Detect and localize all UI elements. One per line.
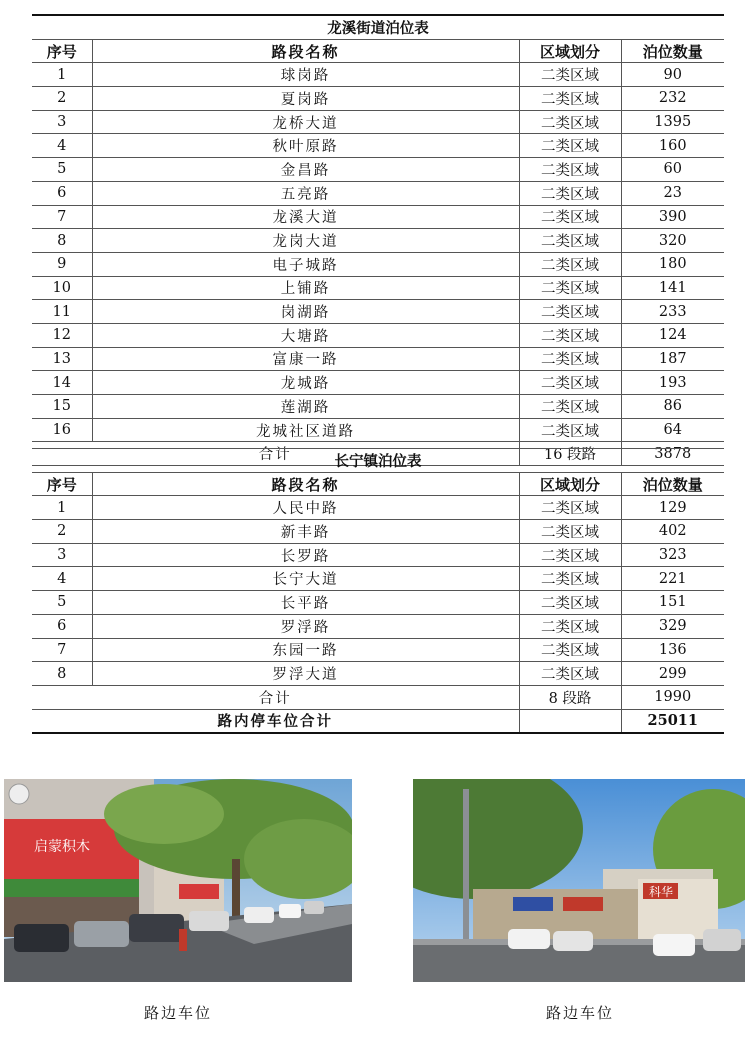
- row-zone: 二类区域: [519, 300, 621, 324]
- row-road-name: 长罗路: [92, 543, 519, 567]
- row-count: 86: [621, 395, 724, 419]
- table-row: [32, 371, 724, 395]
- header-zone: 区域划分: [519, 472, 621, 496]
- table-row: [32, 567, 724, 591]
- table-row: [32, 229, 724, 253]
- table-row: [32, 63, 724, 87]
- row-index: 4: [32, 567, 92, 591]
- shop-sign-text: 科华: [649, 885, 674, 899]
- row-index: 6: [32, 181, 92, 205]
- row-road-name: 上铺路: [92, 276, 519, 300]
- row-road-name: 新丰路: [92, 520, 519, 544]
- row-count: 141: [621, 276, 724, 300]
- grand-total-row: [32, 709, 724, 733]
- longxi-parking-table: [32, 14, 724, 466]
- street-photo-right: [413, 779, 745, 982]
- row-road-name: 富康一路: [92, 347, 519, 371]
- row-count: 64: [621, 418, 724, 442]
- row-count: 124: [621, 323, 724, 347]
- row-zone: 二类区域: [519, 134, 621, 158]
- row-count: 320: [621, 229, 724, 253]
- row-road-name: 龙城路: [92, 371, 519, 395]
- row-zone: 二类区域: [519, 252, 621, 276]
- row-zone: 二类区域: [519, 418, 621, 442]
- photo-caption-right: 路边车位: [545, 1004, 614, 1022]
- row-index: 8: [32, 229, 92, 253]
- row-road-name: 长平路: [92, 591, 519, 615]
- table-row: [32, 252, 724, 276]
- row-zone: 二类区域: [519, 158, 621, 182]
- row-count: 160: [621, 134, 724, 158]
- photo-caption-left: 路边车位: [143, 1004, 212, 1022]
- row-zone: 二类区域: [519, 662, 621, 686]
- table-header-row: [32, 39, 724, 63]
- table-title: 长宁镇泊位表: [32, 449, 724, 473]
- row-index: 12: [32, 323, 92, 347]
- header-index: 序号: [32, 472, 92, 496]
- row-count: 233: [621, 300, 724, 324]
- row-zone: 二类区域: [519, 323, 621, 347]
- row-count: 390: [621, 205, 724, 229]
- total-label: 合计: [32, 442, 519, 466]
- street-photo-left: [4, 779, 352, 982]
- row-zone: 二类区域: [519, 63, 621, 87]
- total-count: 1990: [621, 685, 724, 709]
- row-index: 7: [32, 205, 92, 229]
- row-index: 6: [32, 614, 92, 638]
- row-count: 1395: [621, 110, 724, 134]
- table-row: [32, 638, 724, 662]
- row-count: 60: [621, 158, 724, 182]
- row-zone: 二类区域: [519, 543, 621, 567]
- row-count: 329: [621, 614, 724, 638]
- row-count: 180: [621, 252, 724, 276]
- row-count: 129: [621, 496, 724, 520]
- row-index: 1: [32, 496, 92, 520]
- table-row: [32, 520, 724, 544]
- row-road-name: 大塘路: [92, 323, 519, 347]
- total-segments: 16 段路: [519, 442, 621, 466]
- table-row: [32, 87, 724, 111]
- row-road-name: 球岗路: [92, 63, 519, 87]
- table-row: [32, 395, 724, 419]
- row-count: 323: [621, 543, 724, 567]
- row-index: 9: [32, 252, 92, 276]
- table-row: [32, 181, 724, 205]
- header-road-name: 路段名称: [92, 472, 519, 496]
- header-zone: 区域划分: [519, 39, 621, 63]
- row-count: 151: [621, 591, 724, 615]
- row-zone: 二类区域: [519, 347, 621, 371]
- row-index: 16: [32, 418, 92, 442]
- row-road-name: 电子城路: [92, 252, 519, 276]
- changning-parking-table: [32, 448, 724, 734]
- row-index: 1: [32, 63, 92, 87]
- table-title: 龙溪街道泊位表: [32, 15, 724, 39]
- row-index: 5: [32, 591, 92, 615]
- row-index: 5: [32, 158, 92, 182]
- row-zone: 二类区域: [519, 229, 621, 253]
- row-road-name: 罗浮路: [92, 614, 519, 638]
- row-index: 14: [32, 371, 92, 395]
- row-index: 10: [32, 276, 92, 300]
- table-row: [32, 300, 724, 324]
- row-zone: 二类区域: [519, 87, 621, 111]
- row-zone: 二类区域: [519, 520, 621, 544]
- row-zone: 二类区域: [519, 276, 621, 300]
- row-count: 193: [621, 371, 724, 395]
- row-road-name: 龙岗大道: [92, 229, 519, 253]
- row-road-name: 五亮路: [92, 181, 519, 205]
- row-road-name: 龙溪大道: [92, 205, 519, 229]
- table-total-row: [32, 685, 724, 709]
- table-row: [32, 496, 724, 520]
- table-row: [32, 276, 724, 300]
- row-road-name: 秋叶原路: [92, 134, 519, 158]
- row-road-name: 岗湖路: [92, 300, 519, 324]
- total-count: 3878: [621, 442, 724, 466]
- row-road-name: 龙城社区道路: [92, 418, 519, 442]
- row-road-name: 龙桥大道: [92, 110, 519, 134]
- row-zone: 二类区域: [519, 110, 621, 134]
- row-count: 221: [621, 567, 724, 591]
- table-row: [32, 134, 724, 158]
- row-index: 13: [32, 347, 92, 371]
- row-index: 2: [32, 520, 92, 544]
- row-road-name: 金昌路: [92, 158, 519, 182]
- row-index: 7: [32, 638, 92, 662]
- row-count: 187: [621, 347, 724, 371]
- row-count: 402: [621, 520, 724, 544]
- row-road-name: 长宁大道: [92, 567, 519, 591]
- row-index: 8: [32, 662, 92, 686]
- row-count: 232: [621, 87, 724, 111]
- table-title-row: [32, 449, 724, 473]
- row-zone: 二类区域: [519, 181, 621, 205]
- row-zone: 二类区域: [519, 205, 621, 229]
- table-row: [32, 347, 724, 371]
- table-row: [32, 418, 724, 442]
- row-count: 136: [621, 638, 724, 662]
- header-road-name: 路段名称: [92, 39, 519, 63]
- grand-total-count: 25011: [621, 709, 724, 733]
- total-label: 合计: [32, 685, 519, 709]
- row-zone: 二类区域: [519, 638, 621, 662]
- row-road-name: 人民中路: [92, 496, 519, 520]
- row-count: 23: [621, 181, 724, 205]
- table-row: [32, 323, 724, 347]
- header-count: 泊位数量: [621, 472, 724, 496]
- table-row: [32, 158, 724, 182]
- shop-sign-text: 启蒙积木: [34, 839, 90, 855]
- row-index: 2: [32, 87, 92, 111]
- row-road-name: 莲湖路: [92, 395, 519, 419]
- row-index: 3: [32, 543, 92, 567]
- row-index: 3: [32, 110, 92, 134]
- row-index: 15: [32, 395, 92, 419]
- table-title-row: [32, 15, 724, 39]
- table-header-row: [32, 472, 724, 496]
- row-count: 299: [621, 662, 724, 686]
- row-road-name: 罗浮大道: [92, 662, 519, 686]
- row-road-name: 夏岗路: [92, 87, 519, 111]
- header-index: 序号: [32, 39, 92, 63]
- row-index: 4: [32, 134, 92, 158]
- grand-total-label: 路内停车位合计: [32, 709, 519, 733]
- row-count: 90: [621, 63, 724, 87]
- table-row: [32, 543, 724, 567]
- table-row: [32, 614, 724, 638]
- row-zone: 二类区域: [519, 371, 621, 395]
- row-index: 11: [32, 300, 92, 324]
- total-segments: 8 段路: [519, 685, 621, 709]
- row-zone: 二类区域: [519, 591, 621, 615]
- header-count: 泊位数量: [621, 39, 724, 63]
- row-zone: 二类区域: [519, 496, 621, 520]
- row-zone: 二类区域: [519, 614, 621, 638]
- table-row: [32, 662, 724, 686]
- table-row: [32, 591, 724, 615]
- grand-total-empty: [519, 709, 621, 733]
- table-row: [32, 110, 724, 134]
- table-row: [32, 205, 724, 229]
- row-road-name: 东园一路: [92, 638, 519, 662]
- row-zone: 二类区域: [519, 567, 621, 591]
- row-zone: 二类区域: [519, 395, 621, 419]
